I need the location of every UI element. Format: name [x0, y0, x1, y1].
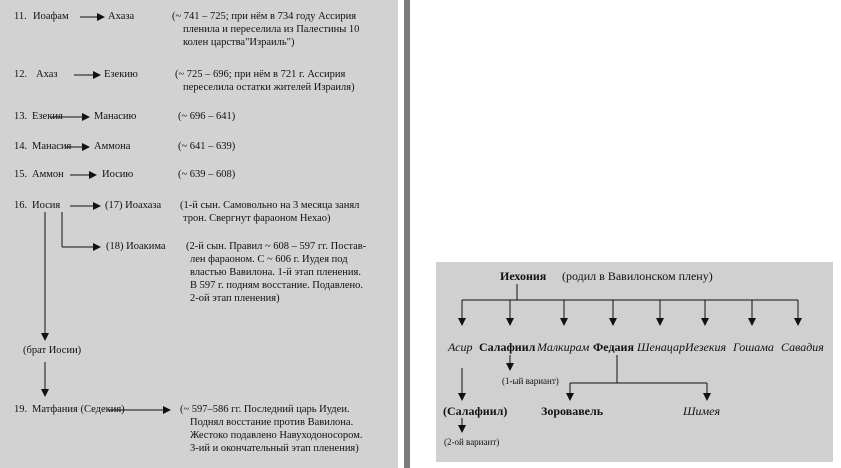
- row-number: 14.: [14, 141, 28, 152]
- successor-name: Иосию: [102, 169, 134, 180]
- successor-name: Аммона: [94, 141, 131, 152]
- reign-note: (~ 639 – 608): [178, 169, 236, 180]
- reign-note: пленила и переселила из Палестины 10: [183, 24, 360, 35]
- variant2-label: (2-ой вариант): [444, 437, 500, 447]
- king-name: Езекия: [32, 111, 63, 122]
- successor-name: (17) Иоахаза: [105, 200, 162, 211]
- king-name: Ахаз: [36, 69, 58, 80]
- reign-note: Поднял восстание против Вавилона.: [190, 417, 354, 428]
- king-name: Иоафам: [33, 11, 69, 22]
- row-number: 19.: [14, 404, 28, 415]
- son-malkiram: Малкирам: [537, 340, 590, 354]
- root-note: (родил в Вавилонском плену): [562, 269, 713, 283]
- reign-note: Жестоко подавлено Навуходоносором.: [190, 430, 363, 441]
- reign-note: 2-ой этап пленения): [190, 293, 280, 304]
- row-number: 11.: [14, 11, 27, 22]
- row-number: 12.: [14, 69, 28, 80]
- root-name: Иехония: [500, 269, 547, 283]
- son-shenatsar: Шенацар: [637, 340, 685, 354]
- reign-note: (~ 725 – 696; при нём в 721 г. Ассирия: [175, 69, 346, 80]
- successor-name: Ахаза: [108, 11, 135, 22]
- reign-note: В 597 г. подням восстание. Подавлено.: [190, 280, 363, 291]
- son-goshama: Гошама: [733, 340, 774, 354]
- variant1-label: (1-ый вариант): [502, 376, 559, 386]
- king-name: Манасия: [32, 141, 72, 152]
- son-iezekia: Иезекия: [685, 340, 727, 354]
- reign-note: колен царства"Израиль"): [183, 37, 295, 48]
- king-name: Иосия: [32, 200, 61, 211]
- reign-note: 3-ий и окончательный этап пленения): [190, 443, 359, 454]
- salafiil-variant: (Салафиил): [443, 404, 508, 418]
- row-number: 16.: [14, 200, 28, 211]
- row-number: 13.: [14, 111, 28, 122]
- son-savadia: Савадия: [781, 340, 824, 354]
- reign-note: (~ 696 – 641): [178, 111, 236, 122]
- reign-note: (~ 741 – 725; при нём в 734 году Ассирия: [172, 11, 357, 22]
- son-asir: Асир: [448, 340, 473, 354]
- king-name: Аммон: [32, 169, 64, 180]
- king-name: Матфания (Седекия): [32, 404, 125, 415]
- son-salafiil: Салафиил: [479, 340, 536, 354]
- successor-name: Манасию: [94, 111, 137, 122]
- reign-note: переселила остатки жителей Израиля): [183, 82, 355, 93]
- grandson-zorovavel: Зоровавель: [541, 404, 604, 418]
- reign-note: властью Вавилона. 1-й этап пленения.: [190, 267, 361, 278]
- successor-name: (18) Иоакима: [106, 241, 166, 252]
- reign-note: (2-й сын. Правил ~ 608 – 597 гг. Постав-: [186, 241, 367, 252]
- reign-note: лен фараоном. С ~ 606 г. Иудея под: [190, 254, 348, 265]
- grandson-shimea: Шимея: [683, 404, 721, 418]
- reign-note: (~ 641 – 639): [178, 141, 236, 152]
- row-number: 15.: [14, 169, 28, 180]
- brother-label: (брат Иосии): [23, 345, 82, 356]
- successor-name: Езекию: [104, 69, 138, 80]
- reign-note: (~ 597–586 гг. Последний царь Иудеи.: [180, 404, 350, 415]
- son-fedaia: Федаия: [593, 340, 634, 354]
- reign-note: (1-й сын. Самовольно на 3 месяца занял: [180, 200, 360, 211]
- reign-note: трон. Свергнут фараоном Нехао): [183, 213, 331, 224]
